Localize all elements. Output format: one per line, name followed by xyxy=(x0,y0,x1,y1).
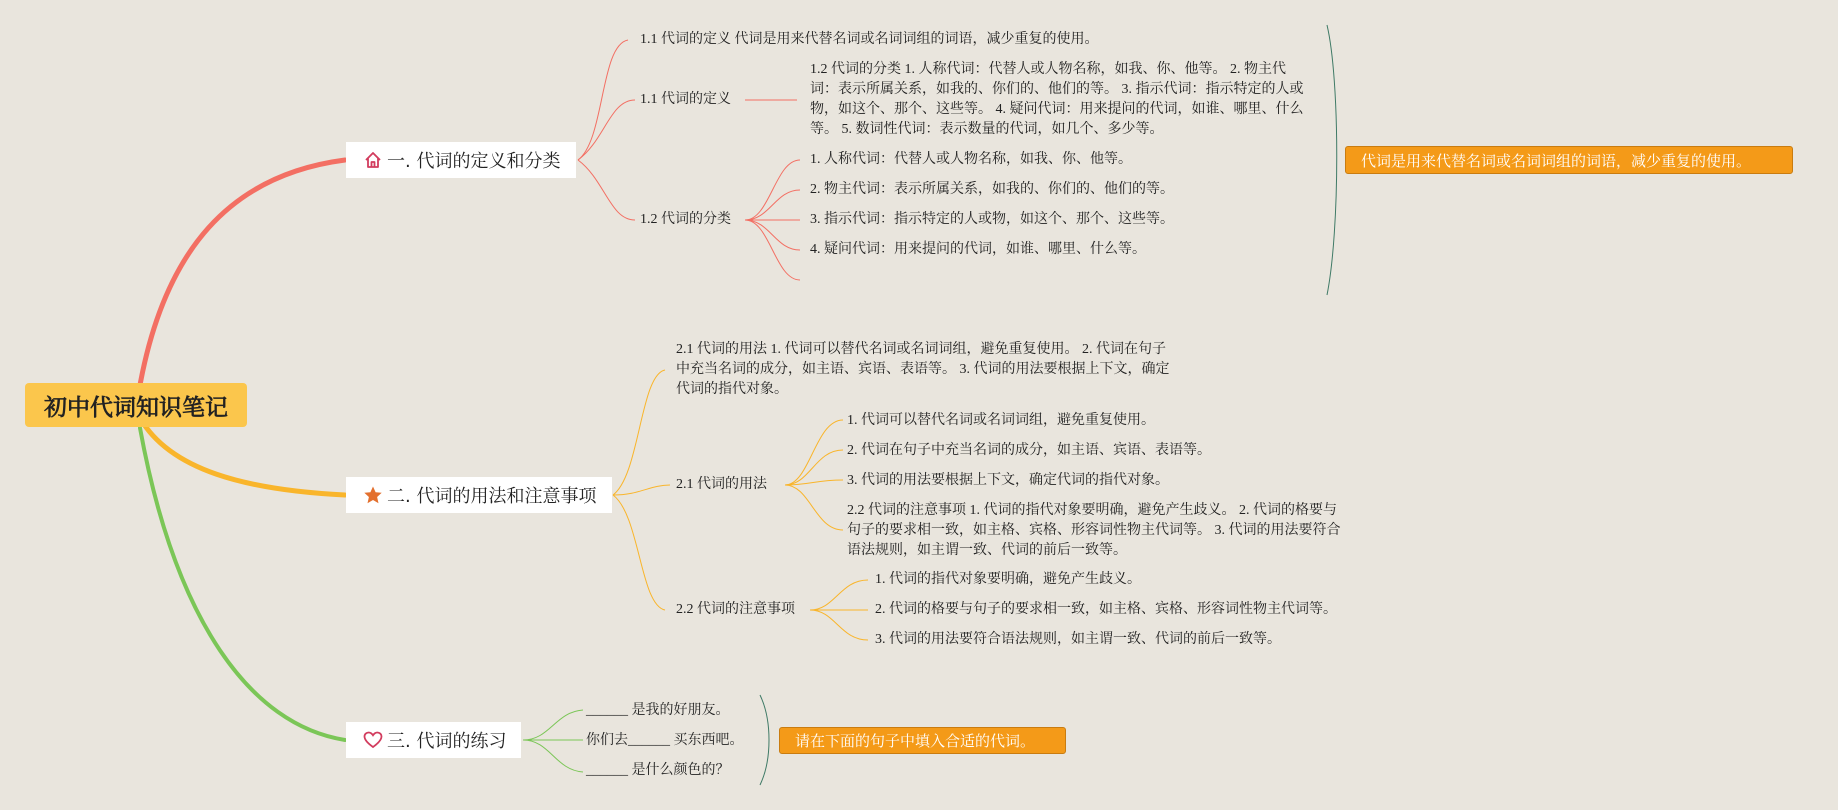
list-item[interactable]: 2. 物主代词：表示所属关系，如我的、你们的、他们的等。 xyxy=(810,182,1174,197)
summary-callout-3[interactable]: 请在下面的句子中填入合适的代词。 xyxy=(779,727,1066,754)
topic-definition-summary[interactable]: 1.1 代词的定义 代词是用来代替名词或名词词组的词语，减少重复的使用。 xyxy=(640,32,1099,47)
list-item[interactable]: 2.2 代词的注意事项 1. 代词的指代对象要明确，避免产生歧义。 2. 代词的格要与句子的要求相一致，如主格、宾格、形容词性物主代词等。 3. 代词的用法要符合语法规则，如主谓一致、代词的前后一致等。 xyxy=(847,503,1341,558)
summary-bracket-3 xyxy=(760,695,769,785)
home-icon xyxy=(363,150,383,170)
branch-label: 三. 代词的练习 xyxy=(387,731,507,752)
branch-definition[interactable] xyxy=(346,142,576,178)
topic-definition-detail[interactable]: 1.2 代词的分类 1. 人称代词：代替人或人物名称，如我、你、他等。 2. 物主代词：表示所属关系，如我的、你们的、他们的等。 3. 指示代词：指示特定的人或物，如这个、那个、这些等。 4. 疑问代词：用来提问的代词，如谁、哪里、什么等。 5. 数词性代词：表示数量的代词，如几个、多少等。 xyxy=(810,62,1304,137)
branch-connector-3 xyxy=(140,428,345,740)
topic-usage[interactable]: 2.1 代词的用法 xyxy=(676,477,767,492)
branch3-sub-connectors xyxy=(523,710,583,772)
list-item[interactable]: 1. 代词可以替代名词或名词词组，避免重复使用。 xyxy=(847,413,1155,428)
list-item[interactable]: 1. 人称代词：代替人或人物名称，如我、你、他等。 xyxy=(810,152,1132,167)
practice-item[interactable]: 你们去______ 买东西吧。 xyxy=(586,733,744,748)
topic-definition[interactable]: 1.1 代词的定义 xyxy=(640,92,731,107)
practice-item[interactable]: ______ 是我的好朋友。 xyxy=(586,703,730,718)
list-item[interactable]: 2. 代词在句子中充当名词的成分，如主语、宾语、表语等。 xyxy=(847,443,1211,458)
branch-connector-1 xyxy=(140,160,345,385)
star-icon xyxy=(363,485,383,505)
topic-notes[interactable]: 2.2 代词的注意事项 xyxy=(676,602,795,617)
branch-usage[interactable] xyxy=(346,477,612,513)
list-item[interactable]: 1. 代词的指代对象要明确，避免产生歧义。 xyxy=(875,572,1141,587)
list-item[interactable]: 4. 疑问代词：用来提问的代词，如谁、哪里、什么等。 xyxy=(810,242,1146,257)
root-topic[interactable]: 初中代词知识笔记 xyxy=(25,383,247,427)
branch1-sub-connectors xyxy=(578,40,800,280)
branch-practice[interactable] xyxy=(346,722,521,758)
summary-callout-1[interactable]: 代词是用来代替名词或名词词组的词语，减少重复的使用。 xyxy=(1345,146,1793,174)
practice-item[interactable]: ______ 是什么颜色的？ xyxy=(586,763,730,778)
list-item[interactable]: 3. 指示代词：指示特定的人或物，如这个、那个、这些等。 xyxy=(810,212,1174,227)
branch-label: 二. 代词的用法和注意事项 xyxy=(387,486,597,507)
list-item[interactable]: 2. 代词的格要与句子的要求相一致，如主格、宾格、形容词性物主代词等。 xyxy=(875,602,1337,617)
topic-classification[interactable]: 1.2 代词的分类 xyxy=(640,212,731,227)
list-item[interactable]: 3. 代词的用法要根据上下文，确定代词的指代对象。 xyxy=(847,473,1169,488)
list-item[interactable]: 3. 代词的用法要符合语法规则，如主谓一致、代词的前后一致等。 xyxy=(875,632,1281,647)
branch-connector-2 xyxy=(140,418,345,495)
heart-icon xyxy=(363,730,383,750)
branch-label: 一. 代词的定义和分类 xyxy=(387,151,561,172)
topic-usage-summary[interactable]: 2.1 代词的用法 1. 代词可以替代名词或名词词组，避免重复使用。 2. 代词在句子中充当名词的成分，如主语、宾语、表语等。 3. 代词的用法要根据上下文，确定代词的指代对象。 xyxy=(676,342,1170,397)
summary-bracket-1 xyxy=(1327,25,1337,295)
